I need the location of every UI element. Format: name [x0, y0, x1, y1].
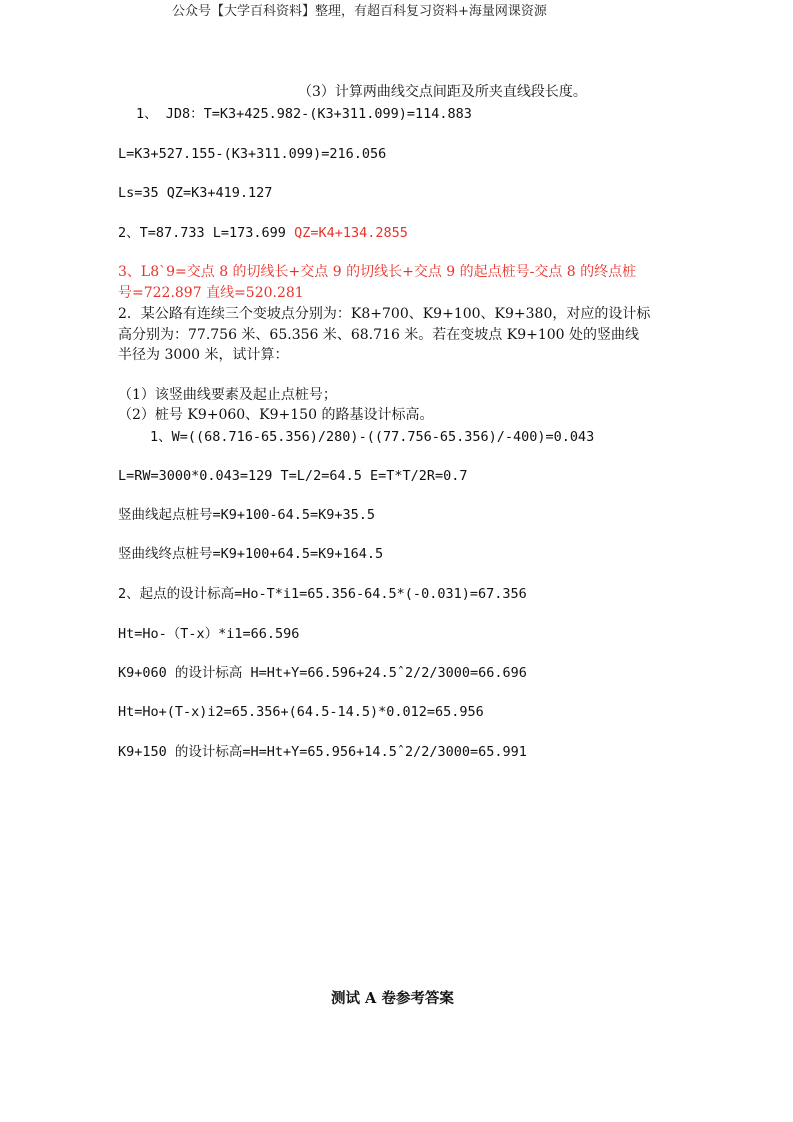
answer-line: K9+060 的设计标高 H=Ht+Y=66.596+24.5ˆ2/2/3000=66.696 — [118, 665, 527, 681]
answer-line: Ls=35 QZ=K3+419.127 — [118, 185, 273, 201]
question-text: 高分别为：77.756 米、65.356 米、68.716 米。若在变坡点 K9+100 处的竖曲线 — [118, 327, 640, 343]
question-heading: （3）计算两曲线交点间距及所夹直线段长度。 — [298, 84, 587, 100]
answer-line: L=K3+527.155-(K3+311.099)=216.056 — [118, 146, 387, 162]
highlighted-answer: 号=722.897 直线=520.281 — [118, 285, 304, 301]
document-header: 公众号【大学百科资料】整理，有超百科复习资料+海量网课资源 — [172, 4, 547, 19]
highlighted-answer: QZ=K4+134.2855 — [294, 225, 408, 241]
answer-line: Ht=Ho-（T-x）*i1=66.596 — [118, 626, 300, 642]
question-text: 半径为 3000 米，试计算： — [118, 347, 289, 363]
answer-line: 竖曲线终点桩号=K9+100+64.5=K9+164.5 — [118, 546, 384, 562]
answer-line: 竖曲线起点桩号=K9+100-64.5=K9+35.5 — [118, 507, 376, 523]
answer-line: Ht=Ho+(T-x)i2=65.356+(64.5-14.5)*0.012=65.956 — [118, 704, 484, 720]
answer-line: 2、起点的设计标高=Ho-T*i1=65.356-64.5*(-0.031)=67.356 — [118, 586, 527, 602]
answer-line: L=RW=3000*0.043=129 T=L/2=64.5 E=T*T/2R=0.7 — [118, 468, 468, 484]
highlighted-answer: 3、L8`9=交点 8 的切线长+交点 9 的切线长+交点 9 的起点桩号-交点 8 的终点桩 — [118, 264, 637, 280]
answer-line: K9+150 的设计标高=H=Ht+Y=65.956+14.5ˆ2/2/3000=65.991 — [118, 744, 527, 760]
section-title: 测试 A 卷参考答案 — [331, 990, 454, 1007]
answer-line — [118, 224, 408, 243]
answer-line: 1、 JD8：T=K3+425.982-(K3+311.099)=114.883 — [136, 106, 472, 122]
question-text: 2．某公路有连续三个变坡点分别为：K8+700、K9+100、K9+380，对应的设计标 — [118, 306, 651, 322]
answer-line: 1、W=((68.716-65.356)/280)-((77.756-65.356)/-400)=0.043 — [150, 429, 595, 445]
sub-question: （1）该竖曲线要素及起止点桩号； — [118, 387, 337, 403]
sub-question: （2）桩号 K9+060、K9+150 的路基设计标高。 — [118, 407, 434, 423]
answer-text: 2、T=87.733 L=173.699 — [118, 225, 295, 241]
